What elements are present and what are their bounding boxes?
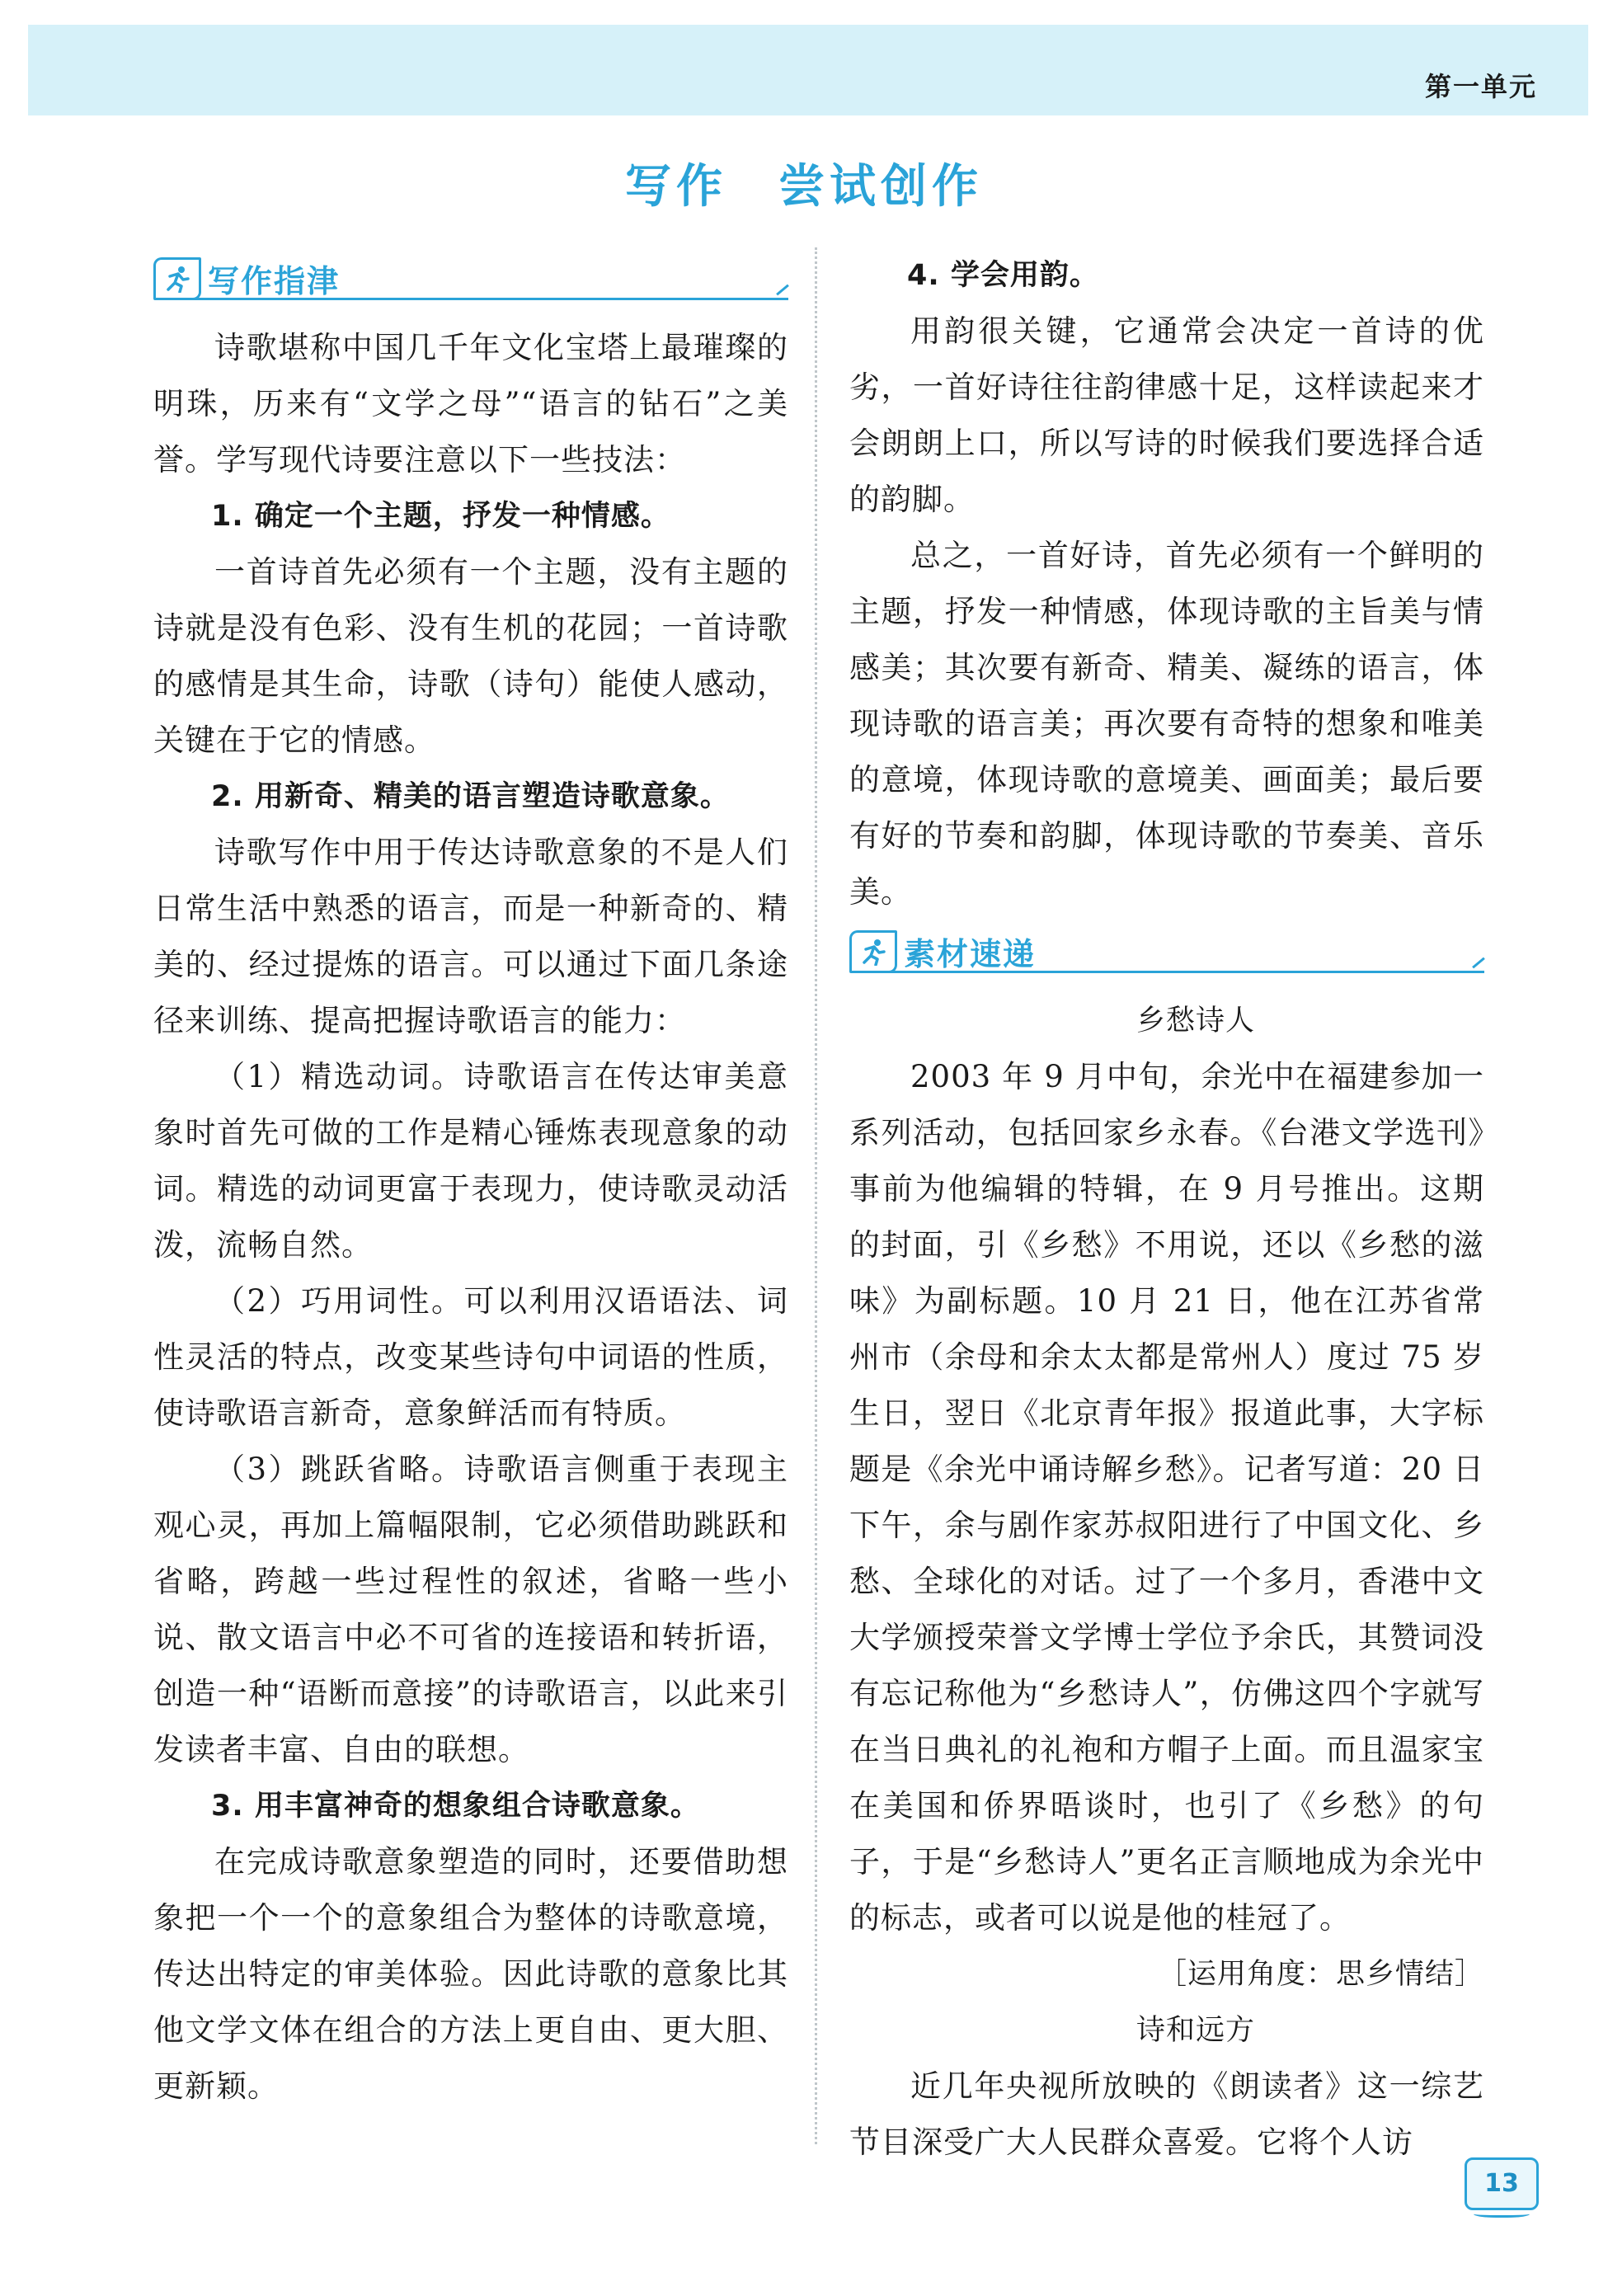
item-4-title: 4. 学会用韵。: [907, 259, 1099, 292]
section-title: 写作指津: [208, 263, 341, 299]
sub-item-3: （3）跳跃省略。诗歌语言侧重于表现主观心灵，再加上篇幅限制，它必须借助跳跃和省略，跨越一些过程性的叙述，省略一些小说、散文语言中必不可省的连接语和转折语，创造一种“语断而意接”的诗歌语言，以此来引发读者丰富、自由的联想。: [153, 1451, 788, 1767]
running-figure-icon: [849, 930, 897, 973]
left-column: [153, 247, 788, 2115]
unit-label: 第一单元: [1424, 71, 1537, 102]
story-1-body: 2003 年 9 月中旬，余光中在福建参加一系列活动，包括回家乡永春。《台港文学选刊》事前为他编辑的特辑，在 9 月号推出。这期的封面，引《乡愁》不用说，还以《乡愁的滋味》为副标题。10 月 21 日，他在江苏省常州市（余母和余太太都是常州人）度过 75 岁生日，翌日《北京青年报》报道此事，大字标题是《余光中诵诗解乡愁》。记者写道：20 日下午，余与剧作家苏叔阳进行了中国文化、乡愁、全球化的对话。过了一个多月，香港中文大学颁授荣誉文学博士学位予余氏，其赞词没有忘记称他为“乡愁诗人”，仿佛这四个字就写在当日典礼的礼袍和方帽子上面。而且温家宝在美国和侨界晤谈时，也引了《乡愁》的句子，于是“乡愁诗人”更名正言顺地成为余光中的标志，或者可以说是他的桂冠了。: [849, 1059, 1484, 1936]
page-number: 13: [1465, 2157, 1539, 2210]
header-band: [28, 25, 1588, 115]
item-3-body: 在完成诗歌意象塑造的同时，还要借助想象把一个一个的意象组合为整体的诗歌意境，传达出特定的审美体验。因此诗歌的意象比其他文学文体在组合的方法上更自由、更大胆、更新颖。: [153, 1844, 788, 2104]
item-1-title: 1. 确定一个主题，抒发一种情感。: [211, 500, 670, 533]
column-divider: [815, 247, 817, 2144]
intro-paragraph: 诗歌堪称中国几千年文化宝塔上最璀璨的明珠，历来有“文学之母”“语言的钻石”之美誉。学写现代诗要注意以下一些技法：: [153, 330, 788, 478]
story-2-body: 近几年央视所放映的《朗读者》这一综艺节目深受广大人民群众喜爱。它将个人访: [849, 2068, 1484, 2160]
story-2-title: 诗和远方: [1135, 2014, 1255, 2047]
section-underline: [158, 298, 788, 300]
section-head-writing-guide: [153, 254, 788, 302]
section-title: 素材速递: [904, 936, 1037, 972]
sub-item-2: （2）巧用词性。可以利用汉语语法、词性灵活的特点，改变某些诗句中词语的性质，使诗歌语言新奇，意象鲜活而有特质。: [153, 1283, 788, 1431]
item-2-body: 诗歌写作中用于传达诗歌意象的不是人们日常生活中熟悉的语言，而是一种新奇的、精美的、经过提炼的语言。可以通过下面几条途径来训练、提高把握诗歌语言的能力：: [153, 835, 788, 1038]
running-figure-icon: [153, 257, 201, 300]
story-1-title: 乡愁诗人: [1135, 1004, 1255, 1037]
sub-item-1: （1）精选动词。诗歌语言在传达审美意象时首先可做的工作是精心锤炼表现意象的动词。精选的动词更富于表现力，使诗歌灵动活泼，流畅自然。: [153, 1059, 788, 1263]
summary-paragraph: 总之，一首好诗，首先必须有一个鲜明的主题，抒发一种情感，体现诗歌的主旨美与情感美；其次要有新奇、精美、凝练的语言，体现诗歌的语言美；再次要有奇特的想象和唯美的意境，体现诗歌的意境美、画面美；最后要有好的节奏和韵脚，体现诗歌的节奏美、音乐美。: [849, 538, 1484, 910]
item-3-title: 3. 用丰富神奇的想象组合诗歌意象。: [211, 1790, 700, 1823]
item-2-title: 2. 用新奇、精美的语言塑造诗歌意象。: [211, 780, 730, 813]
item-1-body: 一首诗首先必须有一个主题，没有主题的诗就是没有色彩、没有生机的花园；一首诗歌的感情是其生命，诗歌（诗句）能使人感动，关键在于它的情感。: [153, 554, 788, 758]
story-1-usage-tag: ［运用角度：思乡情结］: [1157, 1958, 1484, 1991]
section-underline: [854, 971, 1484, 973]
page-title: 写作 尝试创作: [625, 159, 983, 214]
item-4-body: 用韵很关键，它通常会决定一首诗的优劣，一首好诗往往韵律感十足，这样读起来才会朗朗上口，所以写诗的时候我们要选择合适的韵脚。: [849, 313, 1484, 517]
right-column: [849, 247, 1484, 2171]
section-head-material: [849, 927, 1484, 975]
